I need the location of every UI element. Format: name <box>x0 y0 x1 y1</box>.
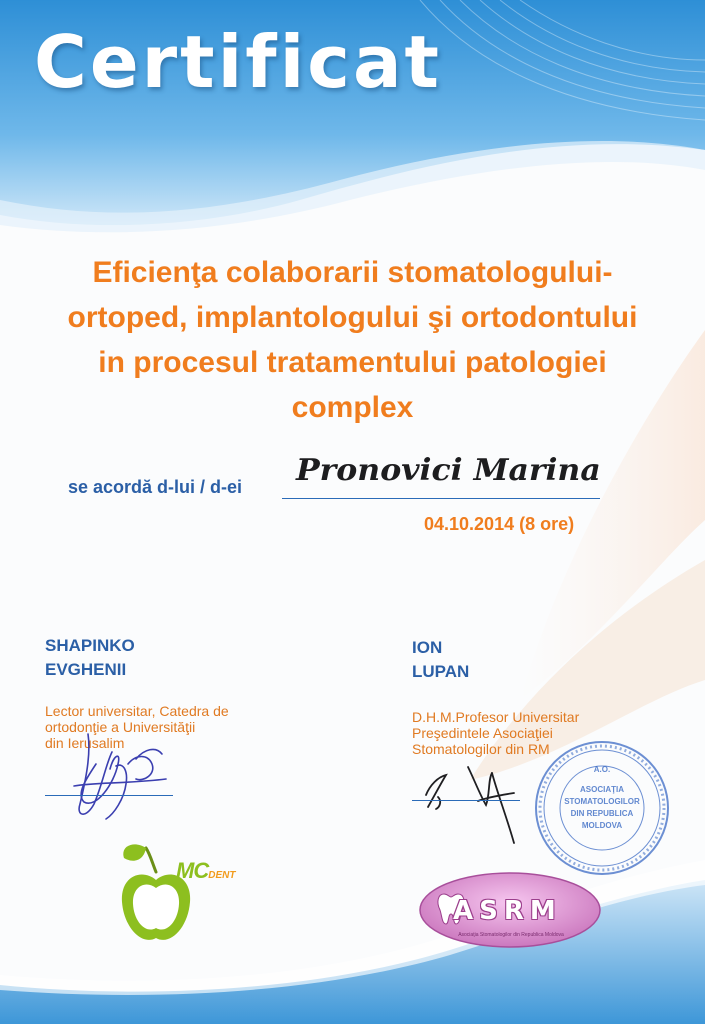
right-signatory-name-line: LUPAN <box>412 662 470 681</box>
association-stamp <box>532 738 672 878</box>
left-signatory-name-line: SHAPINKO <box>45 636 135 655</box>
award-label: se acordă d-lui / d-ei <box>68 477 243 497</box>
course-title-line: Eficienţa colaborarii stomatologului- <box>92 256 613 289</box>
mc-dent-logo-main: MC <box>176 858 209 883</box>
stamp-top-text: A.O. <box>593 765 611 774</box>
course-title-line: in procesul tratamentului patologiei <box>98 346 607 379</box>
left-signatory-title-line: ortodonţie a Universităţii <box>45 719 196 735</box>
asrm-logo-subtitle: Asociaţia Stomatologilor din Republica Moldova <box>458 932 564 938</box>
course-date: 04.10.2014 (8 ore) <box>424 514 575 534</box>
left-signature-line <box>45 795 173 796</box>
right-signature <box>418 755 533 850</box>
right-signatory-title-line: Preşedintele Asociaţiei <box>412 725 553 741</box>
left-signatory-name-line: EVGHENII <box>45 660 127 679</box>
stamp-text-line: DIN REPUBLICA <box>570 809 634 818</box>
right-signatory-name <box>412 636 469 684</box>
recipient-underline <box>282 498 600 499</box>
course-title-line: complex <box>291 391 414 424</box>
course-title <box>20 250 685 430</box>
left-signatory-title-line: Lector universitar, Catedra de <box>45 703 229 719</box>
left-signature <box>66 724 176 824</box>
stamp-text-line: STOMATOLOGILOR <box>564 797 640 806</box>
stamp-text-line: ASOCIAŢIA <box>580 785 624 794</box>
mc-dent-logo <box>176 858 235 884</box>
asrm-logo-label: ASRM <box>453 896 562 926</box>
right-signatory-title-line: Stomatologilor din RM <box>412 741 550 757</box>
right-signatory-name-line: ION <box>412 638 443 657</box>
recipient-name: Pronovici Marina <box>296 453 601 488</box>
course-title-line: ortoped, implantologului şi ortodontului <box>67 301 638 334</box>
stamp-text-line: MOLDOVA <box>581 821 623 830</box>
mc-dent-logo-suffix: DENT <box>208 870 236 881</box>
left-signatory-title-line: din Ierusalim <box>45 735 125 751</box>
right-signature-line <box>412 800 520 801</box>
certificate-title: Certificat <box>34 20 442 104</box>
right-signatory-title-line: D.H.M.Profesor Universitar <box>412 709 580 725</box>
left-signatory-name <box>45 634 135 682</box>
